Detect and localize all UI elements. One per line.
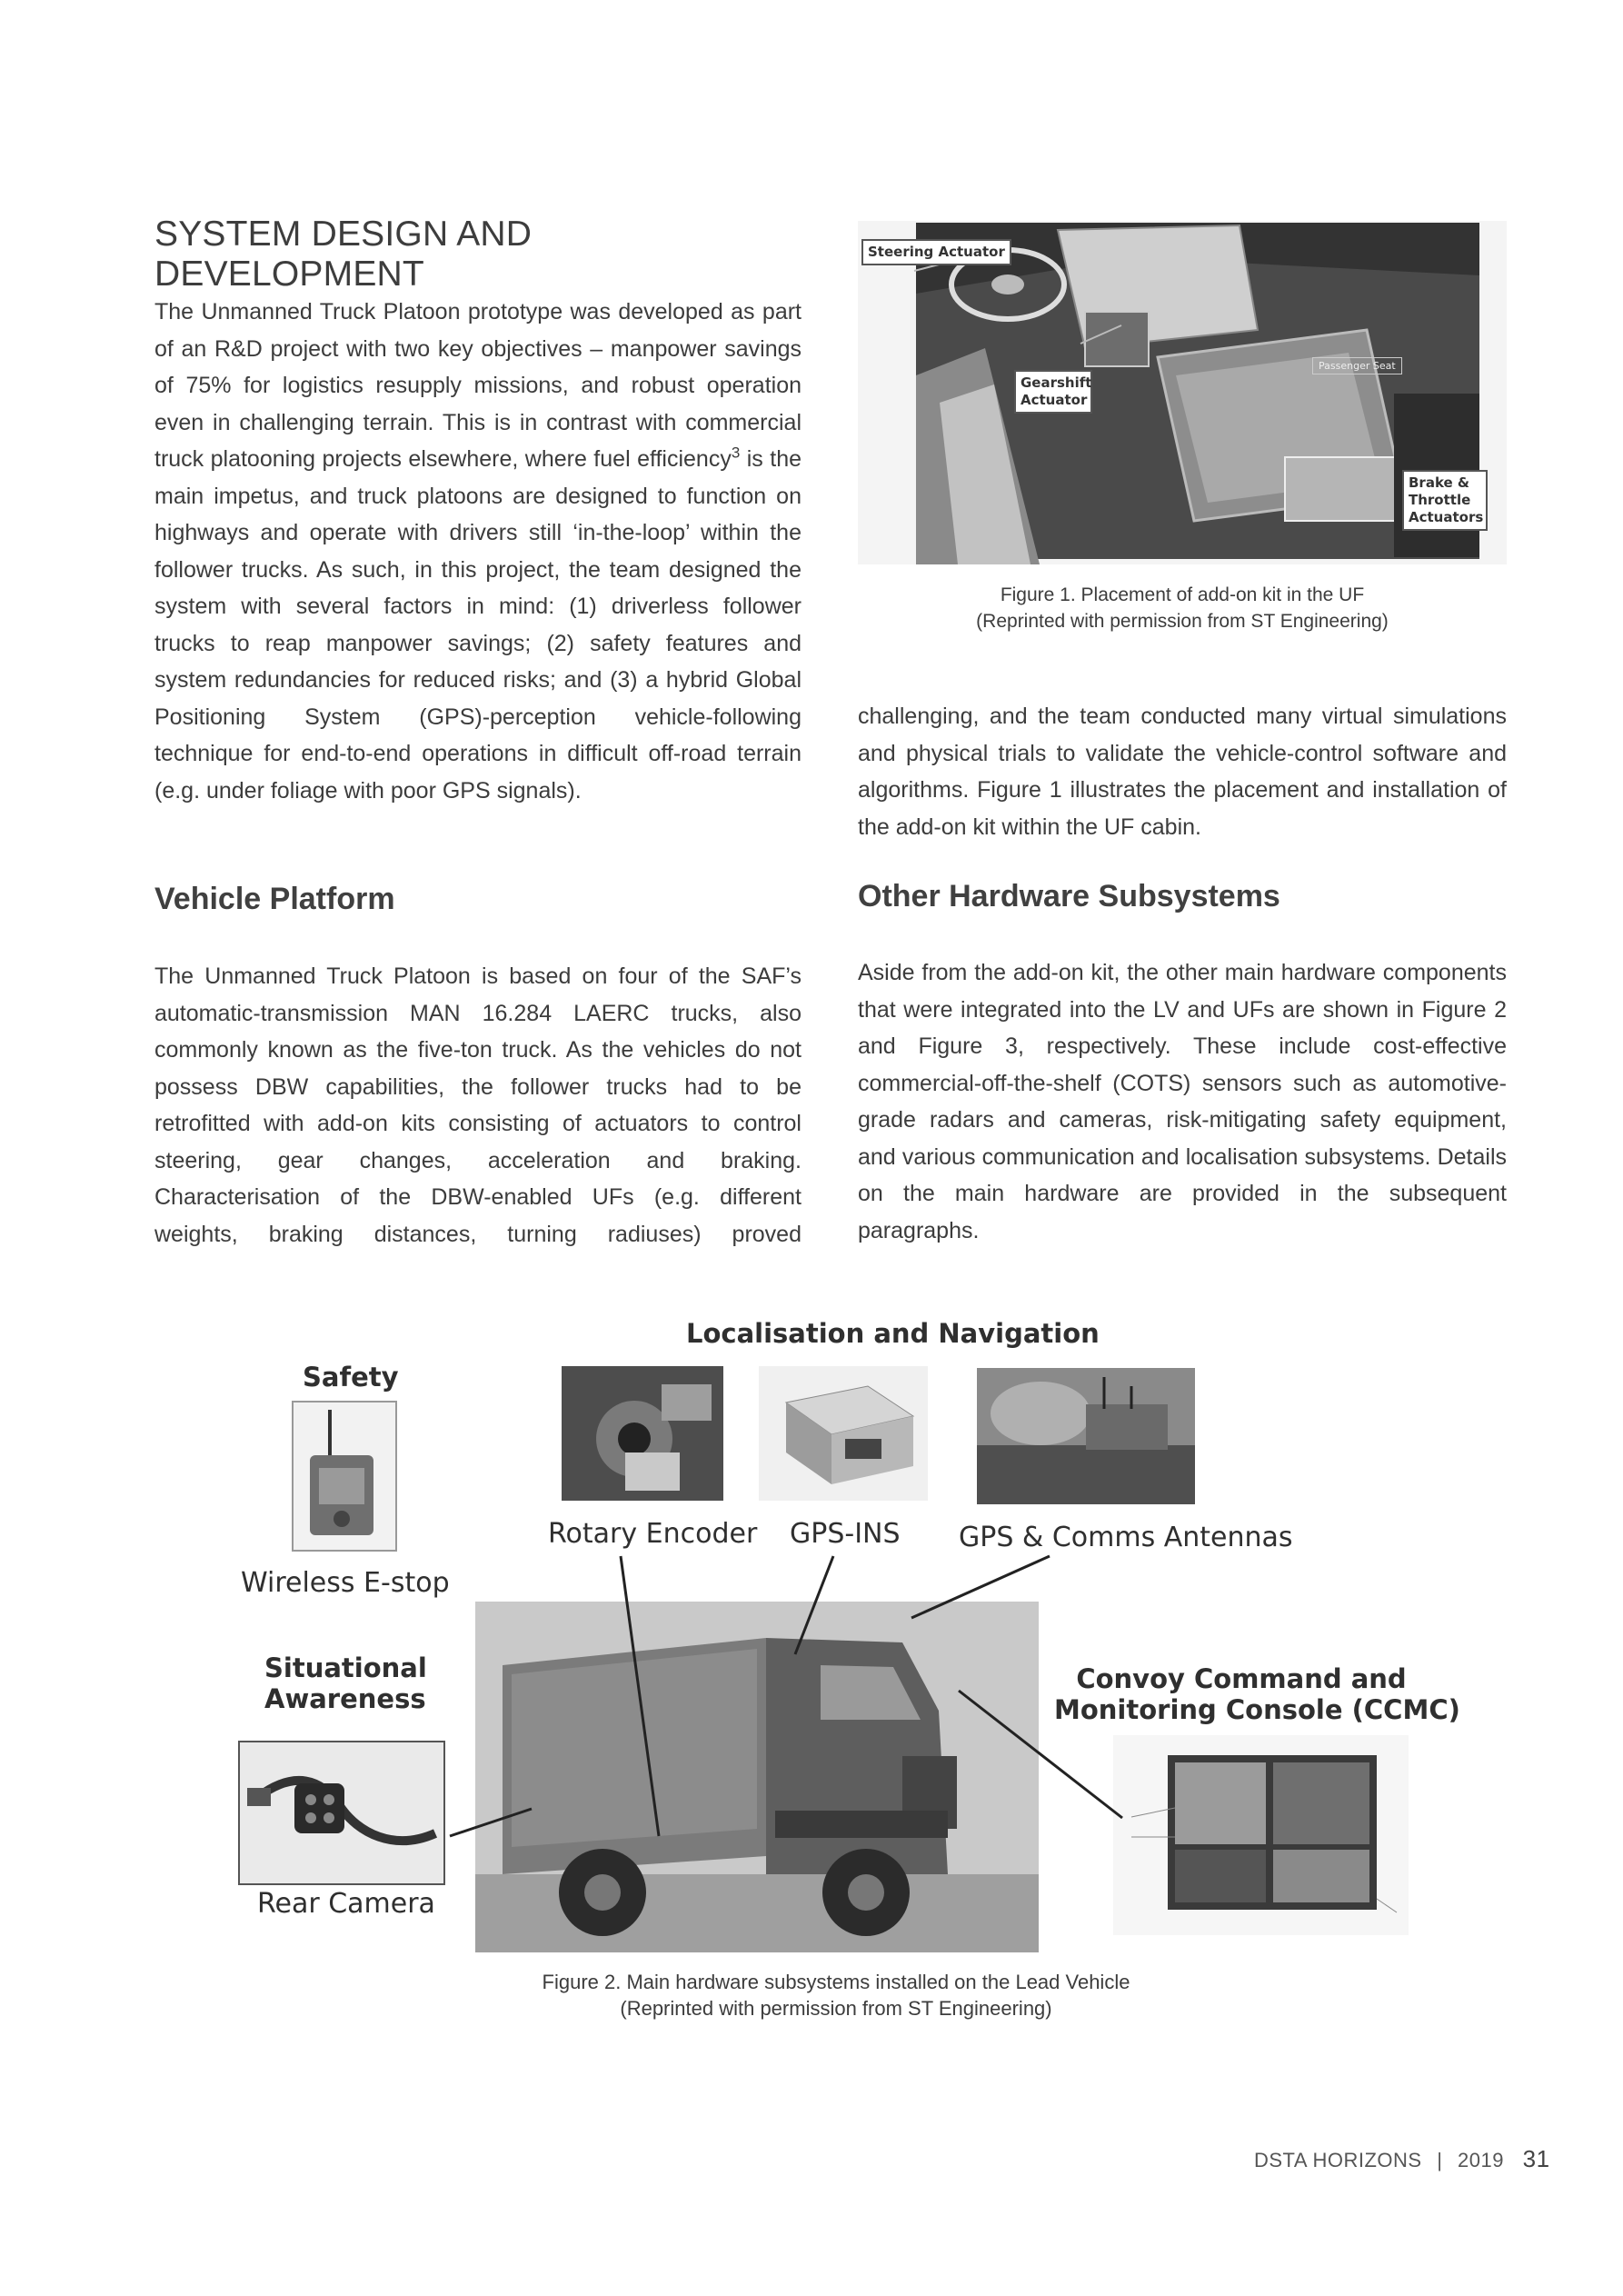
figure2-caption-line1: Figure 2. Main hardware subsystems installed on the Lead Vehicle	[542, 1971, 1130, 1993]
label-rear-camera: Rear Camera	[257, 1888, 435, 1920]
label-gps-ins: GPS-INS	[790, 1518, 901, 1550]
vehicle-platform-heading: Vehicle Platform	[154, 882, 395, 916]
intro-text-part2: is the main impetus, and truck platoons are designed to function on highways and operate with drivers still ‘in-the-loop’ within the follower trucks. As such, in this project, the team designed the system with several factors in mind: (1) driverless follower trucks to reap manpower savings; (2) safety features and system redundancies for reduced risks; and (3) a hybrid Global Positioning System (GPS)-perception vehicle-following technique for end-to-end operations in difficult off-road terrain (e.g. under foliage with poor GPS signals).	[154, 446, 802, 804]
figure1-image	[858, 221, 1507, 564]
label-rotary-encoder: Rotary Encoder	[548, 1518, 758, 1550]
page-footer	[1254, 2145, 1563, 2173]
other-hardware-paragraph: Aside from the add-on kit, the other main hardware components that were integrated into the LV and UFs are shown in Figure 2 and Figure 3, respectively. These include cost-effective commercial-off-the-shelf (COTS) sensors such as automotive-grade radars and cameras, risk-mitigating safety equipment, and various communication and localisation subsystems. Details on the main hardware are provided in the subsequent paragraphs.	[858, 960, 1507, 1243]
title-situational-line2: Awareness	[264, 1683, 426, 1714]
title-localisation-navigation: Localisation and Navigation	[686, 1318, 1100, 1349]
figure2-pointer-lines	[232, 1300, 1460, 1954]
footer-publication: DSTA HORIZONS	[1254, 2149, 1422, 2171]
figure1-caption-line2: (Reprinted with permission from ST Engineering)	[976, 611, 1389, 632]
title-situational-line1: Situational	[264, 1652, 427, 1683]
title-safety: Safety	[303, 1362, 399, 1393]
figure2-caption	[232, 1969, 1440, 2021]
figure1-caption-line1: Figure 1. Placement of add-on kit in the UF	[1000, 584, 1365, 605]
label-gps-comms-antennas: GPS & Comms Antennas	[959, 1522, 1293, 1553]
footer-year: 2019	[1458, 2149, 1504, 2171]
label-gearshift-actuator: Gearshift Actuator	[1014, 370, 1092, 414]
figure2-caption-line2: (Reprinted with permission from ST Engineering)	[620, 1997, 1052, 2020]
figure1-caption	[858, 582, 1507, 634]
footer-separator: |	[1437, 2149, 1443, 2171]
title-ccmc-line1: Convoy Command and	[1076, 1663, 1407, 1694]
other-hardware-heading: Other Hardware Subsystems	[858, 879, 1280, 913]
label-steering-actuator: Steering Actuator	[861, 239, 1011, 265]
label-passenger-seat: Passenger Seat	[1312, 357, 1402, 374]
continued-paragraph: challenging, and the team conducted many virtual simulations and physical trials to validate the vehicle-control software and algorithms. Figure 1 illustrates the placement and installation of the add-on kit within the UF cabin.	[858, 704, 1507, 840]
vehicle-platform-paragraph: The Unmanned Truck Platoon is based on four of the SAF’s automatic-transmission MAN 16.284 LAERC trucks, also commonly known as the five-ton truck. As the vehicles do not possess DBW capabilities, the follower trucks had to be retrofitted with add-on kits consisting of actuators to control steering, gear changes, acceleration and braking. Characterisation of the DBW-enabled UFs (e.g. different weights, braking distances, turning radiuses) proved	[154, 963, 802, 1247]
intro-paragraph	[154, 294, 802, 809]
section-heading: SYSTEM DESIGN AND DEVELOPMENT	[154, 215, 533, 294]
label-brake-throttle: Brake & Throttle Actuators	[1402, 470, 1488, 531]
figure2	[232, 1300, 1460, 1954]
label-wireless-estop: Wireless E-stop	[241, 1567, 450, 1599]
intro-text-part1: The Unmanned Truck Platoon prototype was developed as part of an R&D project with two key objectives – manpower savings of 75% for logistics resupply missions, and robust operation even in challenging terrain. This is in contrast with commercial truck platooning projects elsewhere, where fuel efficiency	[154, 299, 802, 472]
footnote-ref[interactable]: 3	[731, 444, 741, 462]
title-ccmc-line2: Monitoring Console (CCMC)	[1054, 1694, 1460, 1725]
page-number: 31	[1522, 2145, 1550, 2172]
